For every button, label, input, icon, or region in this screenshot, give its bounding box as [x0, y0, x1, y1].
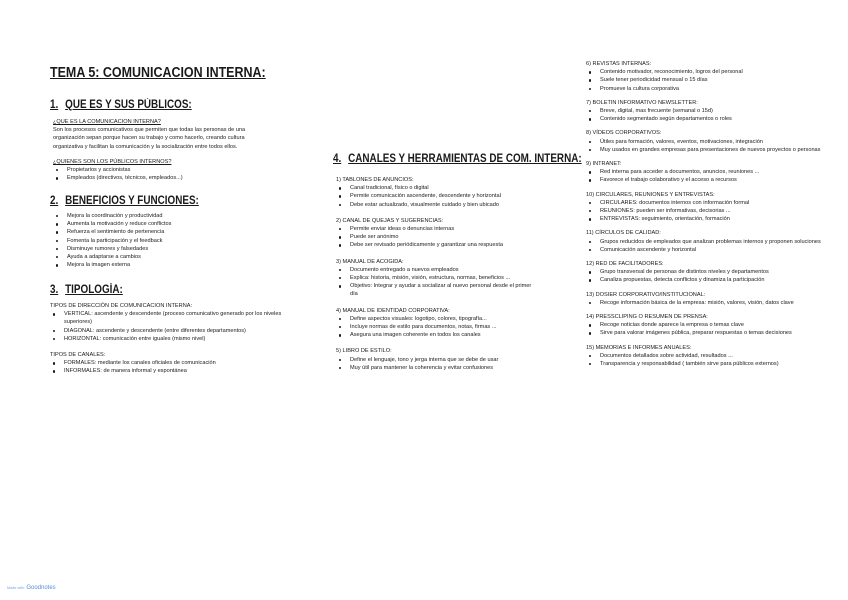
section-4-heading: 4. CANALES Y HERRAMIENTAS DE COM. INTERNA: — [333, 153, 582, 165]
definition-line-1: Son los procesos comunicativos que permiten que todas las personas de una — [53, 127, 246, 134]
section-2-heading: 2. BENEFICIOS Y FUNCIONES: — [50, 195, 199, 207]
tool-group-items — [586, 107, 836, 123]
list-item: Comunicación ascendente y horizontal — [586, 246, 836, 254]
list-item: Favorece el trabajo colaborativo y el acceso a recursos — [586, 176, 836, 184]
tool-group — [336, 217, 536, 250]
list-item: Puede ser anónimo — [336, 233, 536, 241]
definition-line-3: organizativa y facilitan la comunicación y la socialización entre todos ellos. — [53, 143, 238, 150]
tool-group-items — [586, 238, 836, 254]
list-item: Grupo transversal de personas de distintos niveles y departamentos — [586, 268, 836, 276]
tool-group-title: 11) CÍRCULOS DE CALIDAD: — [586, 230, 661, 237]
list-item: Canaliza propuestas, detecta conflictos y dinamiza la participación — [586, 276, 836, 284]
section-3-body — [50, 302, 285, 376]
goodnotes-logo: Made with Goodnotes — [7, 585, 56, 591]
list-item: Contenido motivador, reconocimiento, logros del personal — [586, 68, 836, 76]
tool-group-title: 2) CANAL DE QUEJAS Y SUGERENCIAS: — [336, 217, 444, 224]
list-item: Red interna para acceder a documentos, anuncios, reuniones ... — [586, 168, 836, 176]
list-item: Recoge información básica de la empresa: misión, valores, visión, datos clave — [586, 299, 836, 307]
tool-group-title: 6) REVISTAS INTERNAS: — [586, 61, 652, 67]
tool-group-items — [586, 168, 836, 184]
list-item: HORIZONTAL: comunicación entre iguales (mismo nivel) — [50, 335, 285, 343]
list-item: Debe estar actualizado, visualmente cuidado y bien ubicado — [336, 201, 536, 209]
list-item: Disminuye rumores y falsedades — [53, 245, 171, 253]
tool-group — [586, 291, 836, 307]
tools-list-1-5 — [336, 176, 536, 380]
channel-types-title: TIPOS DE CANALES: — [50, 352, 106, 359]
list-item: Propietarios y accionistas — [53, 166, 245, 174]
list-item: Define el lenguaje, tono y jerga interna que se debe de usar — [336, 356, 536, 364]
section-1-heading: 1. QUE ES Y SUS PÚBLICOS: — [50, 99, 192, 111]
benefits-list — [53, 212, 171, 269]
tool-group-title: 1) TABLONES DE ANUNCIOS: — [336, 177, 414, 183]
tool-group-title: 7) BOLETIN INFORMATIVO NEWSLETTER: — [586, 99, 698, 106]
tool-group-title: 5) LIBRO DE ESTILO: — [336, 348, 392, 355]
question-what-is: ¿QUE ES LA COMUNICACION INTERNA? — [53, 119, 161, 125]
tool-group-title: 8) VÍDEOS CORPORATIVOS: — [586, 130, 662, 137]
list-item: Fomenta la participación y el feedback — [53, 237, 171, 245]
publics-list — [53, 166, 245, 182]
channel-types-list — [50, 359, 285, 375]
list-item: Grupos reducidos de empleados que analizan problemas internos y proponen soluciones — [586, 238, 836, 246]
tool-group-items — [336, 184, 536, 209]
page-title: TEMA 5: COMUNICACION INTERNA: — [50, 65, 266, 81]
list-item: Permite comunicación ascendente, descendente y horizontal — [336, 192, 536, 200]
list-item: Documentos detallados sobre actividad, resultados ... — [586, 352, 836, 360]
list-item: Recoge noticias donde aparece la empresa o temas clave — [586, 321, 836, 329]
definition-line-2: organización sepan porque hacen su trabajo y como hacerlo, creando cultura — [53, 135, 245, 142]
list-item: Objetivo: Integrar y ayudar a socializar al nuevo personal desde el primer día — [336, 282, 536, 298]
list-item: Útiles para formación, valores, eventos, motivaciones, integración — [586, 138, 836, 146]
list-item: Promueve la cultura corporativa — [586, 85, 836, 93]
tool-group-title: 14) PRESSCLIPING O RESUMEN DE PRENSA: — [586, 314, 708, 321]
section-3-heading: 3. TIPOLOGÍA: — [50, 284, 123, 296]
tool-group — [336, 307, 536, 340]
tool-group-items — [586, 199, 836, 224]
list-item: Asegura una imagen coherente en todos los canales — [336, 331, 536, 339]
list-item: Ayuda a adaptarse a cambios — [53, 253, 171, 261]
list-item: ENTREVISTAS: seguimiento, orientación, formación — [586, 215, 836, 223]
tool-group — [586, 313, 836, 338]
list-item: Debe ser revisado periódicamente y garantizar una respuesta — [336, 241, 536, 249]
list-item: Muy útil para mantener la coherencia y evitar confusiones — [336, 364, 536, 372]
tool-group-title: 15) MEMORIAS E INFORMES ANUALES: — [586, 344, 692, 351]
tool-group — [336, 176, 536, 209]
list-item: Canal tradicional, físico o digital — [336, 184, 536, 192]
list-item: Muy usados en grandes empresas para presentaciones de nuevos proyectos o personas — [586, 146, 836, 154]
list-item: VERTICAL: ascendente y descendente (proceso comunicativo generado por los niveles superiores) — [50, 310, 285, 326]
tool-group-title: 12) RED DE FACILITADORES: — [586, 261, 664, 268]
tool-group-title: 10) CIRCULARES, REUNIONES Y ENTREVISTAS: — [586, 191, 715, 198]
list-item: Permite enviar ideas o denuncias internas — [336, 225, 536, 233]
tool-group-items — [586, 321, 836, 337]
list-item: REUNIONES: pueden ser informativas, decisorias ... — [586, 207, 836, 215]
tool-group-items — [336, 315, 536, 340]
tool-group — [586, 260, 836, 285]
list-item: Explica: historia, misión, visión, estructura, normas, beneficios ... — [336, 274, 536, 282]
list-item: Sirve para valorar imágenes pública, preparar respuestas o temas decisiones — [586, 329, 836, 337]
tool-group — [586, 229, 836, 254]
tool-group-items — [336, 225, 536, 250]
list-item: Refuerza el sentimiento de pertenencia — [53, 228, 171, 236]
list-item: Define aspectos visuales: logotipo, colores, tipografía... — [336, 315, 536, 323]
tool-group-items — [586, 352, 836, 368]
tool-group-title: 4) MANUAL DE IDENTIDAD CORPORATIVA: — [336, 307, 450, 314]
list-item: Aumenta la motivación y reduce conflictos — [53, 220, 171, 228]
tool-group — [336, 347, 536, 372]
tool-group-items — [586, 138, 836, 154]
question-publics: ¿QUIENES SON LOS PÚBLICOS INTERNOS? — [53, 158, 172, 165]
tool-group-items — [586, 299, 836, 307]
tool-group — [586, 191, 836, 224]
direction-types-list — [50, 310, 285, 343]
tool-group — [586, 60, 836, 93]
list-item: Breve, digital, mas frecuente (semanal o 15d) — [586, 107, 836, 115]
tool-group — [586, 344, 836, 369]
tool-group — [336, 258, 536, 299]
tool-group — [586, 160, 836, 185]
tool-group-items — [336, 356, 536, 372]
tool-group-items — [586, 268, 836, 284]
list-item: Suele tener periodicidad mensual o 15 días — [586, 76, 836, 84]
list-item: Documento entregado a nuevos empleados — [336, 266, 536, 274]
list-item: DIAGONAL: ascendente y descendente (entre diferentes departamentos) — [50, 327, 285, 335]
list-item: Empleados (directivos, técnicos, empleados...) — [53, 174, 245, 182]
list-item: Mejora la imagen externa — [53, 261, 171, 269]
list-item: Contenido segmentado según departamentos o roles — [586, 115, 836, 123]
tool-group-title: 9) INTRANET: — [586, 161, 622, 168]
direction-types-title: TIPOS DE DIRECCIÓN DE COMUNICACION INTERNA: — [50, 303, 193, 309]
list-item: Incluye normas de estilo para documentos, notas, firmas ... — [336, 323, 536, 331]
list-item: Transparencia y responsabilidad ( también sirve para públicos externos) — [586, 360, 836, 368]
list-item: FORMALES: mediante los canales oficiales de comunicación — [50, 359, 285, 367]
tool-group-items — [336, 266, 536, 299]
list-item: INFORMALES: de manera informal y espontánea — [50, 367, 285, 375]
tool-group — [586, 99, 836, 124]
section-1-body — [53, 118, 245, 182]
tool-group — [586, 129, 836, 154]
list-item: Mejora la coordinación y productividad — [53, 212, 171, 220]
tool-group-items — [586, 68, 836, 93]
tool-group-title: 3) MANUAL DE ACOGIDA: — [336, 258, 404, 265]
tool-group-title: 13) DOSIER CORPORATIVO/INSTITUCIONAL: — [586, 291, 706, 298]
list-item: CIRCULARES: documentos internos con información formal — [586, 199, 836, 207]
tools-list-6-15 — [586, 60, 836, 374]
